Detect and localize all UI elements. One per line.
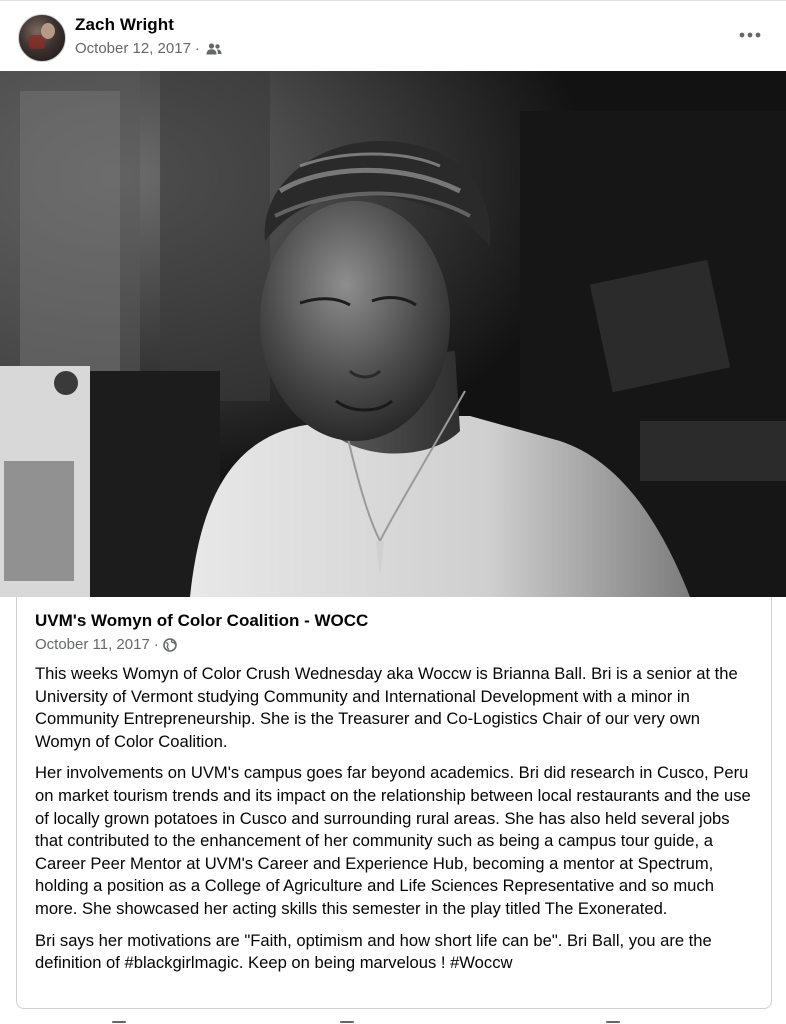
meta-separator: ·	[153, 636, 159, 653]
more-options-button[interactable]	[736, 23, 764, 47]
post-meta	[75, 40, 222, 57]
meta-separator: ·	[194, 40, 200, 57]
author-avatar[interactable]	[18, 14, 66, 62]
post-paragraph: Bri says her motivations are "Faith, optimism and how short life can be". Bri Ball, you are the definition of #blackgirlmagic. Keep on being marvelous ! #Woccw	[35, 930, 712, 973]
share-icon[interactable]	[606, 1021, 620, 1023]
post-header	[0, 1, 786, 71]
post-paragraph: Her involvements on UVM's campus goes far beyond academics. Bri did research in Cusco, Peru on market tourism trends and its impact on the relationship between local restaurants and the use of locally grown potatoes in Cusco and surrounding rural areas. She has also held several jobs that contributed to the enhancement of her community such as being a campus tour guide, a Career Peer Mentor at UVM's Career and Experience Hub, becoming a mentor at Spectrum, holding a position as a College of Agriculture and Life Sciences Representative and so much more. She showcased her acting skills this semester in the play titled The Exonerated.	[35, 763, 751, 918]
like-icon[interactable]	[112, 1021, 126, 1023]
shared-post-card[interactable]	[16, 597, 772, 1009]
shared-page-name[interactable]: UVM's Womyn of Color Coalition - WOCC	[35, 611, 369, 630]
shared-post-meta	[35, 636, 177, 653]
comment-icon[interactable]	[340, 1021, 354, 1023]
author-name[interactable]: Zach Wright	[75, 15, 175, 34]
more-options-icon	[739, 32, 761, 38]
woman-portrait-photo	[0, 71, 786, 597]
globe-icon[interactable]	[163, 638, 177, 652]
post-photo[interactable]	[0, 71, 786, 597]
action-bar-edge	[0, 1009, 786, 1024]
post-date[interactable]: October 12, 2017	[75, 40, 191, 57]
friends-icon[interactable]	[206, 43, 222, 55]
post-paragraph: This weeks Womyn of Color Crush Wednesday aka Woccw is Brianna Ball. Bri is a senior at the University of Vermont studying Community and International Development with a minor in Community Entrepreneurship. She is the Treasurer and Co-Logistics Chair of our very own Womyn of Color Coalition.	[35, 664, 738, 751]
shared-post-body	[35, 663, 755, 984]
shared-post-date[interactable]: October 11, 2017	[35, 636, 150, 653]
